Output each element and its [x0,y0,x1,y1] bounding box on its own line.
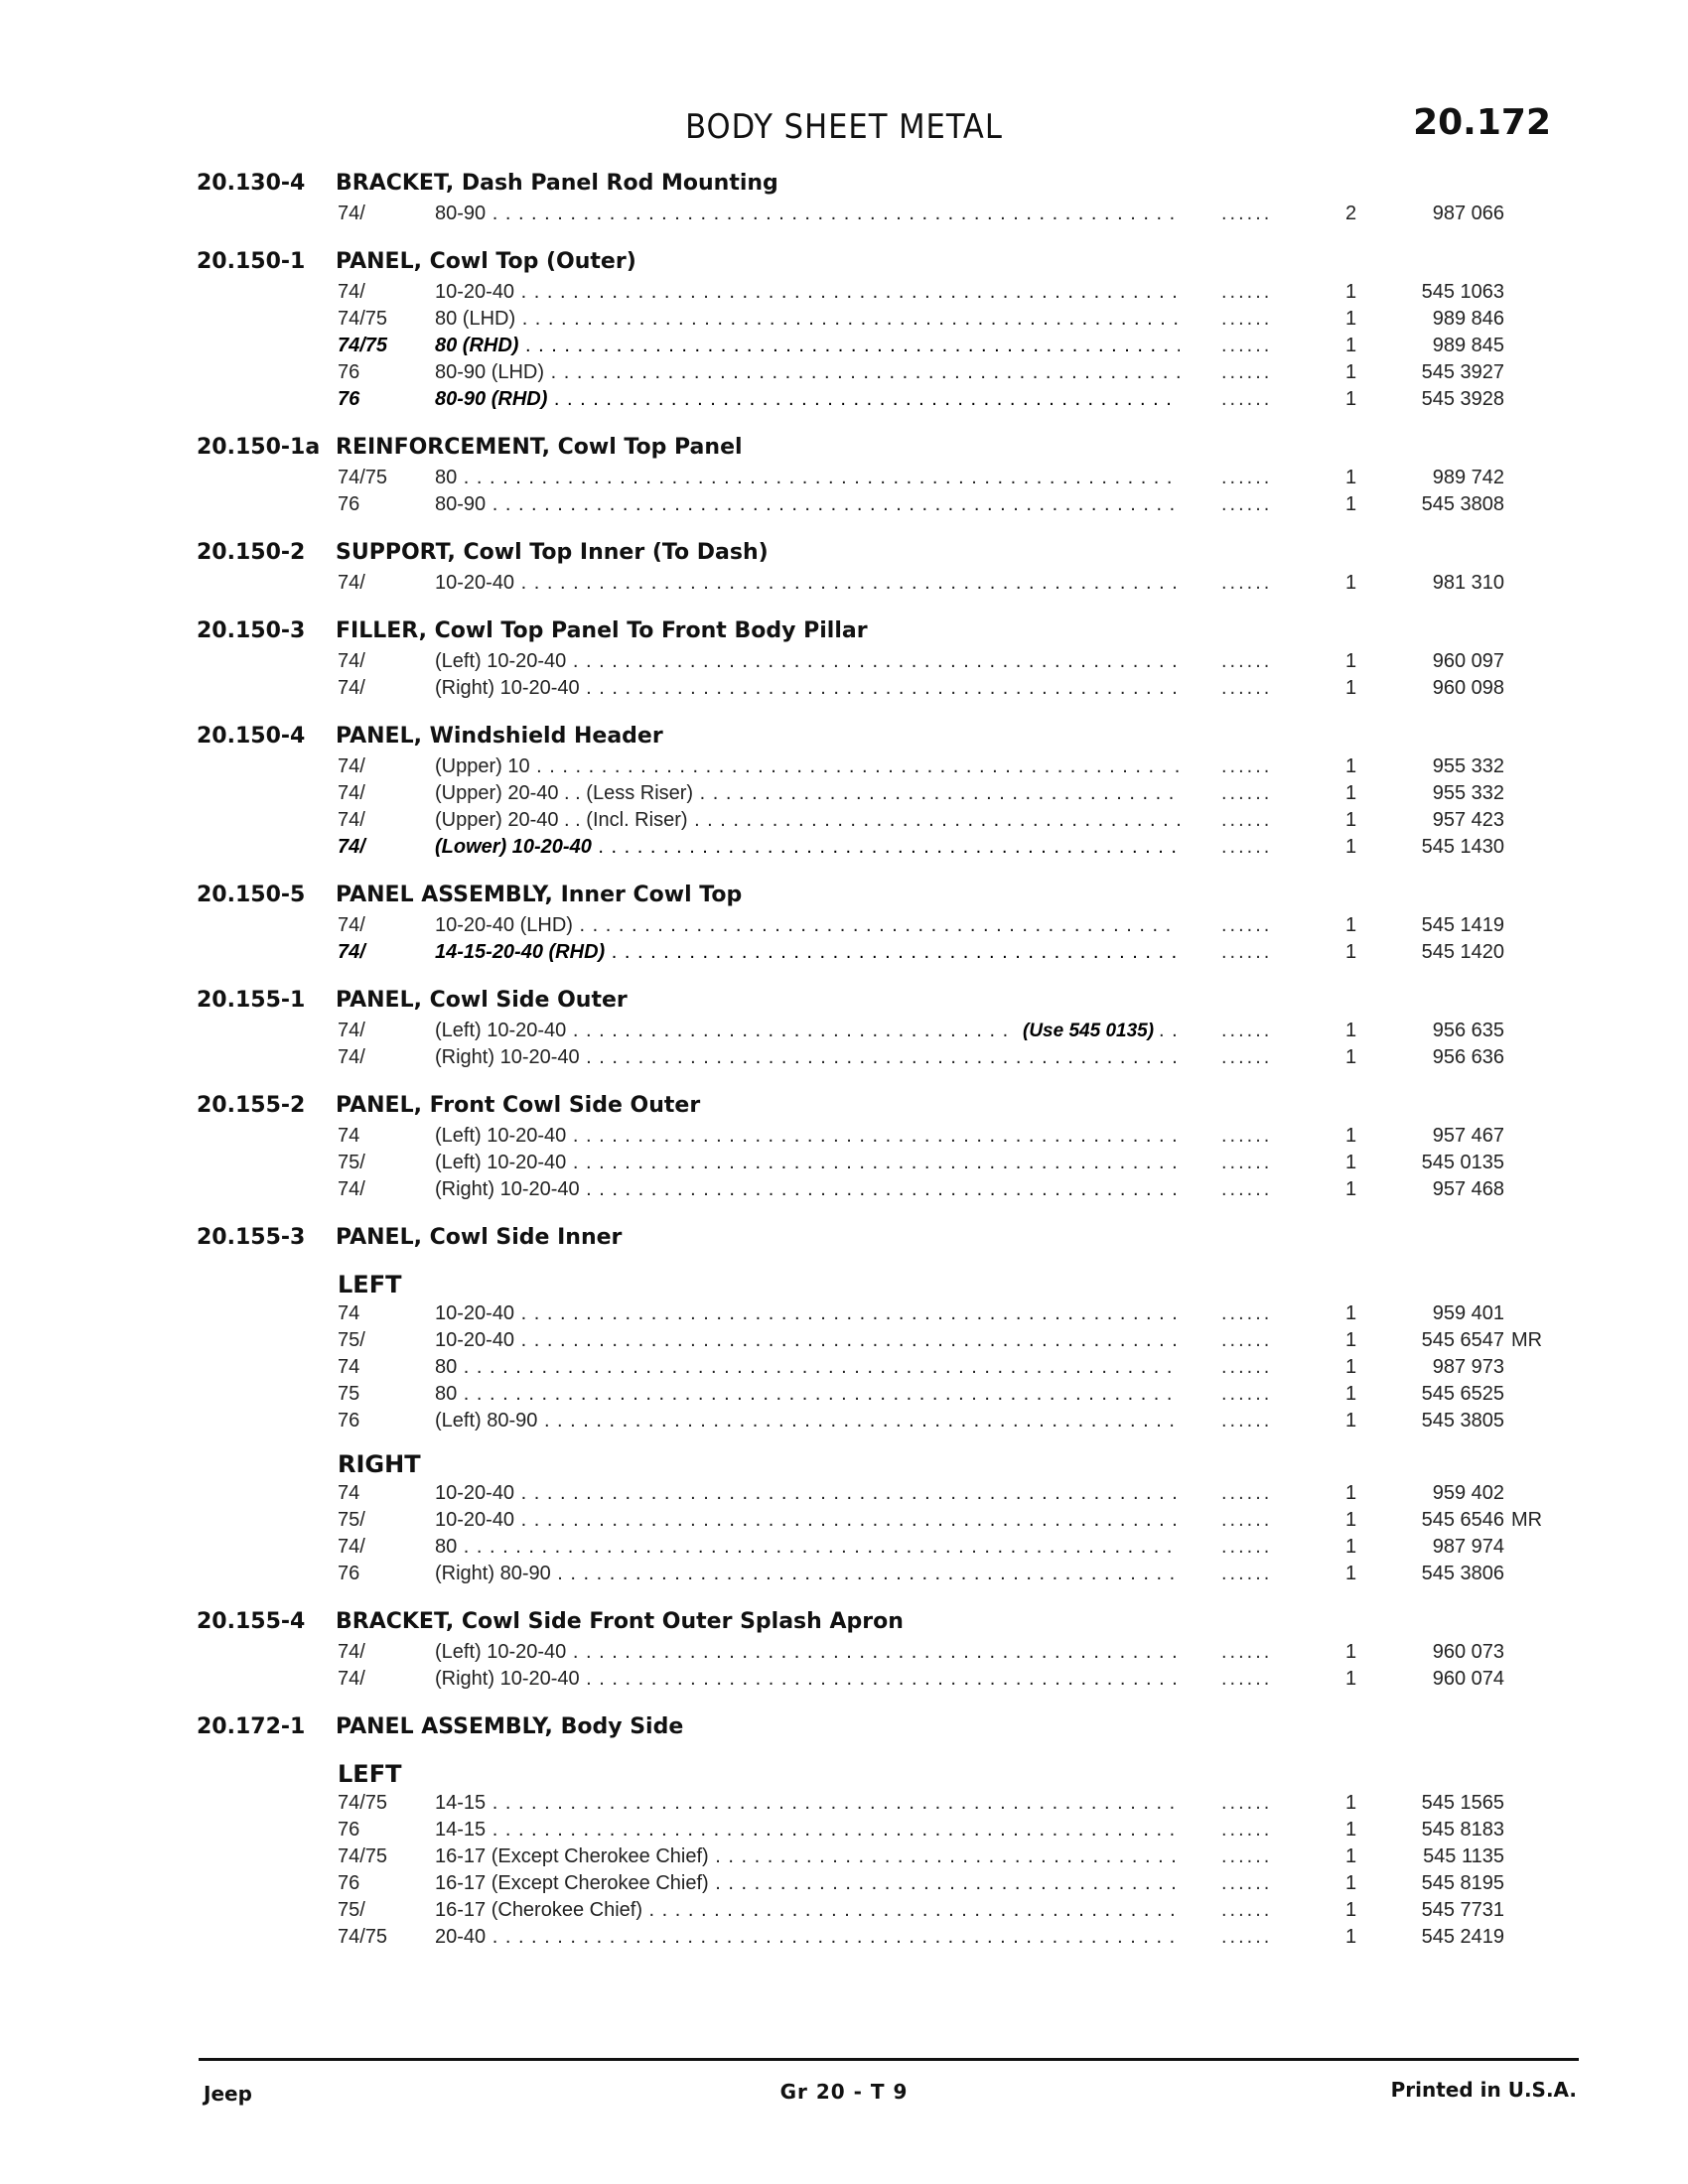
part-description: 80-90 . . . [435,201,1180,227]
quantity: 1 [1345,1482,1357,1504]
quantity: 1 [1345,1872,1357,1894]
part-description: 10-20-40 . . . [435,570,1180,597]
quantity: 1 [1345,1302,1357,1324]
model-year: 74/75 [338,1926,388,1948]
model-year: 74/ [338,1046,365,1068]
quantity: 1 [1345,914,1357,936]
leader-dots: ...... [1221,335,1273,356]
section-title: PANEL, Cowl Side Outer [336,988,628,1013]
part-row [0,1870,1688,1897]
part-number: 545 3927 [1421,361,1504,383]
section-code: 20.172-1 [197,1714,306,1739]
part-row [0,1018,1688,1044]
leader-dots: ...... [1221,572,1273,594]
part-description: 10-20-40 . . . [435,1480,1180,1507]
part-number: 987 973 [1432,1356,1504,1378]
part-number: 981 310 [1432,572,1504,594]
part-number: 545 8183 [1421,1819,1504,1841]
part-description: 10-20-40 . . . [435,1507,1180,1534]
part-description: 10-20-40 . . . [435,279,1180,306]
part-row [0,465,1688,491]
quantity: 1 [1345,941,1357,963]
section-title: PANEL ASSEMBLY, Inner Cowl Top [336,883,743,907]
section-title: BRACKET, Dash Panel Rod Mounting [336,171,778,196]
model-year: 74/ [338,755,365,777]
model-year: 74/ [338,572,365,594]
leader-dots: ...... [1221,1482,1273,1504]
quantity: 1 [1345,1819,1357,1841]
part-row [0,753,1688,780]
model-year: 74/75 [338,467,388,488]
part-row [0,1561,1688,1587]
section-heading [0,435,1688,465]
leader-dots: ...... [1221,782,1273,804]
part-row [0,491,1688,518]
part-section [0,1225,1688,1587]
part-section [0,1609,1688,1693]
part-section [0,171,1688,227]
leader-dots: ...... [1221,809,1273,831]
part-section [0,618,1688,702]
quantity: 1 [1345,281,1357,303]
section-heading [0,171,1688,201]
part-description: (Right) 10-20-40 . . . [435,1176,1180,1203]
part-number: 955 332 [1432,755,1504,777]
leader-dots: ...... [1221,1125,1273,1147]
model-year: 74 [338,1125,360,1147]
model-year: 74/ [338,1641,365,1663]
part-number: 545 1565 [1421,1792,1504,1814]
section-code: 20.150-1 [197,249,306,274]
leader-dots: ...... [1221,1178,1273,1200]
group-label: RIGHT [338,1450,421,1478]
quantity: 1 [1345,388,1357,410]
quantity: 1 [1345,1668,1357,1690]
quantity: 1 [1345,782,1357,804]
parts-list [0,171,1688,1973]
model-year: 74/75 [338,308,388,330]
leader-dots: ...... [1221,914,1273,936]
part-row [0,1480,1688,1507]
part-number: 545 2419 [1421,1926,1504,1948]
part-number: 957 468 [1432,1178,1504,1200]
section-code: 20.150-2 [197,540,306,565]
model-year: 74/75 [338,1792,388,1814]
model-year: 74 [338,1302,360,1324]
model-year: 74/ [338,809,365,831]
leader-dots: ...... [1221,1792,1273,1814]
part-number: 545 1419 [1421,914,1504,936]
section-code: 20.155-3 [197,1225,306,1250]
leader-dots: ...... [1221,1046,1273,1068]
model-year: 74/ [338,1020,365,1041]
part-row [0,1534,1688,1561]
part-suffix: MR [1511,1329,1543,1351]
quantity: 1 [1345,1329,1357,1351]
section-title: SUPPORT, Cowl Top Inner (To Dash) [336,540,769,565]
part-number: 989 846 [1432,308,1504,330]
part-number: 960 074 [1432,1668,1504,1690]
part-description: (Right) 10-20-40 . . . [435,1666,1180,1693]
page-title: BODY SHEET METAL [685,107,1003,147]
part-row [0,1300,1688,1327]
quantity: 1 [1345,677,1357,699]
part-description: 14-15 . . . [435,1790,1180,1817]
part-description: 80-90 . . . [435,491,1180,518]
leader-dots: ...... [1221,941,1273,963]
section-heading [0,249,1688,279]
model-year: 76 [338,1410,360,1432]
part-section [0,540,1688,597]
part-description: (Left) 80-90 . . . [435,1408,1180,1434]
quantity: 2 [1345,203,1357,224]
part-row [0,1176,1688,1203]
part-row [0,570,1688,597]
part-number: 989 845 [1432,335,1504,356]
model-year: 76 [338,1563,360,1584]
model-year: 74/ [338,1668,365,1690]
model-year: 74 [338,1482,360,1504]
leader-dots: ...... [1221,1302,1273,1324]
part-section [0,435,1688,518]
model-year: 76 [338,493,360,515]
part-row [0,780,1688,807]
part-description: 16-17 (Except Cherokee Chief) . . . [435,1870,1180,1897]
model-year: 75/ [338,1509,365,1531]
part-section [0,883,1688,966]
part-row [0,834,1688,861]
section-heading [0,883,1688,912]
model-year: 74/ [338,203,365,224]
leader-dots: ...... [1221,755,1273,777]
quantity: 1 [1345,836,1357,858]
quantity: 1 [1345,1178,1357,1200]
quantity: 1 [1345,361,1357,383]
part-row [0,306,1688,333]
leader-dots: ...... [1221,836,1273,858]
footer-section-code: Gr 20 - T 9 [779,2080,909,2104]
quantity: 1 [1345,467,1357,488]
leader-dots: ...... [1221,1926,1273,1948]
quantity: 1 [1345,493,1357,515]
model-year: 74/ [338,941,365,963]
section-code: 20.155-1 [197,988,306,1013]
model-year: 74/ [338,677,365,699]
leader-dots: ...... [1221,203,1273,224]
quantity: 1 [1345,572,1357,594]
model-year: 75/ [338,1329,365,1351]
part-number: 545 0135 [1421,1152,1504,1173]
section-title: PANEL, Cowl Top (Outer) [336,249,636,274]
part-number: 545 3806 [1421,1563,1504,1584]
part-description: 80 (LHD) . . . [435,306,1180,333]
part-number: 956 635 [1432,1020,1504,1041]
group-label: LEFT [338,1760,402,1788]
section-heading [0,1225,1688,1255]
part-note: (Use 545 0135) [1015,1018,1154,1044]
model-year: 76 [338,1872,360,1894]
leader-dots: ...... [1221,1410,1273,1432]
part-number: 545 3808 [1421,493,1504,515]
model-year: 76 [338,1819,360,1841]
section-title: BRACKET, Cowl Side Front Outer Splash Apron [336,1609,904,1634]
part-number: 545 6546 [1421,1509,1504,1531]
part-section [0,249,1688,413]
section-title: PANEL ASSEMBLY, Body Side [336,1714,684,1739]
part-number: 957 467 [1432,1125,1504,1147]
quantity: 1 [1345,1125,1357,1147]
part-row [0,1123,1688,1150]
quantity: 1 [1345,1792,1357,1814]
part-suffix: MR [1511,1509,1543,1531]
part-row [0,1817,1688,1843]
section-title: PANEL, Windshield Header [336,724,663,749]
part-row [0,359,1688,386]
part-description: (Upper) 20-40 . . (Incl. Riser) . . . [435,807,1180,834]
section-code: 20.130-4 [197,171,306,196]
leader-dots: ...... [1221,1872,1273,1894]
part-description: (Right) 10-20-40 . . . [435,1044,1180,1071]
quantity: 1 [1345,1383,1357,1405]
part-description: 16-17 (Except Cherokee Chief) . . . [435,1843,1180,1870]
leader-dots: ...... [1221,1509,1273,1531]
part-row [0,201,1688,227]
part-description: (Upper) 10 . . . [435,753,1180,780]
part-number: 545 1430 [1421,836,1504,858]
part-row [0,939,1688,966]
part-description: (Left) 10-20-40 . . . [435,1150,1180,1176]
section-code: 20.150-1a [197,435,321,460]
model-year: 74/ [338,1178,365,1200]
part-description: 16-17 (Cherokee Chief) . . . [435,1897,1180,1924]
part-number: 989 742 [1432,467,1504,488]
model-year: 74/75 [338,1845,388,1867]
quantity: 1 [1345,1641,1357,1663]
model-year: 74/ [338,914,365,936]
part-description: (Left) 10-20-40 . . . [435,1639,1180,1666]
part-number: 987 974 [1432,1536,1504,1558]
leader-dots: ...... [1221,1641,1273,1663]
leader-dots: ...... [1221,493,1273,515]
part-number: 960 098 [1432,677,1504,699]
part-number: 959 402 [1432,1482,1504,1504]
leader-dots: ...... [1221,1819,1273,1841]
part-number: 545 6547 [1421,1329,1504,1351]
part-row [0,1843,1688,1870]
part-number: 956 636 [1432,1046,1504,1068]
model-year: 74/ [338,782,365,804]
leader-dots: ...... [1221,1020,1273,1041]
part-number: 545 6525 [1421,1383,1504,1405]
part-number: 545 3805 [1421,1410,1504,1432]
quantity: 1 [1345,1509,1357,1531]
part-description: 80 . . . [435,1534,1180,1561]
part-description: (Left) 10-20-40 . . . [435,1018,1180,1044]
model-year: 74/ [338,1536,365,1558]
section-title: PANEL, Front Cowl Side Outer [336,1093,701,1118]
part-description: 80 (RHD) . . . [435,333,1180,359]
part-row [0,1790,1688,1817]
section-code: 20.150-5 [197,883,306,907]
part-number: 960 097 [1432,650,1504,672]
model-year: 76 [338,361,360,383]
part-description: 80 . . . [435,1381,1180,1408]
part-row [0,1327,1688,1354]
quantity: 1 [1345,1356,1357,1378]
quantity: 1 [1345,1020,1357,1041]
footer-divider [199,2058,1579,2061]
part-row [0,1150,1688,1176]
part-row [0,675,1688,702]
section-heading [0,1609,1688,1639]
quantity: 1 [1345,1563,1357,1584]
quantity: 1 [1345,1152,1357,1173]
section-code: 20.155-2 [197,1093,306,1118]
part-row [0,386,1688,413]
leader-dots: ...... [1221,388,1273,410]
part-row [0,1924,1688,1951]
quantity: 1 [1345,809,1357,831]
part-number: 545 7731 [1421,1899,1504,1921]
leader-dots: ...... [1221,1668,1273,1690]
part-description: 80-90 (RHD) . . . [435,386,1180,413]
section-code: 20.150-4 [197,724,306,749]
part-description: 20-40 . . . [435,1924,1180,1951]
footer-brand: Jeep [204,2082,252,2106]
model-year: 74/75 [338,335,388,356]
part-number: 545 1063 [1421,281,1504,303]
part-row [0,1897,1688,1924]
leader-dots: ...... [1221,281,1273,303]
group-label: LEFT [338,1271,402,1298]
part-row [0,279,1688,306]
part-number: 545 3928 [1421,388,1504,410]
quantity: 1 [1345,1845,1357,1867]
part-row [0,648,1688,675]
part-row [0,1044,1688,1071]
part-row [0,1354,1688,1381]
part-section [0,1093,1688,1203]
leader-dots: ...... [1221,1152,1273,1173]
part-description: 10-20-40 . . . [435,1327,1180,1354]
section-heading [0,540,1688,570]
section-heading [0,1714,1688,1744]
part-row [0,333,1688,359]
model-year: 74/ [338,281,365,303]
part-number: 545 8195 [1421,1872,1504,1894]
part-number: 957 423 [1432,809,1504,831]
section-heading [0,724,1688,753]
model-year: 76 [338,388,360,410]
part-row [0,807,1688,834]
part-row [0,1381,1688,1408]
section-title: REINFORCEMENT, Cowl Top Panel [336,435,743,460]
model-year: 74/ [338,650,365,672]
leader-dots: ...... [1221,1383,1273,1405]
section-heading [0,988,1688,1018]
leader-dots: ...... [1221,1563,1273,1584]
section-code: 20.155-4 [197,1609,306,1634]
part-description: 10-20-40 . . . [435,1300,1180,1327]
quantity: 1 [1345,1536,1357,1558]
quantity: 1 [1345,755,1357,777]
quantity: 1 [1345,1899,1357,1921]
footer-printed: Printed in U.S.A. [1390,2078,1577,2102]
quantity: 1 [1345,1046,1357,1068]
part-description: (Left) 10-20-40 . . . [435,1123,1180,1150]
part-number: 960 073 [1432,1641,1504,1663]
part-row [0,1666,1688,1693]
quantity: 1 [1345,1410,1357,1432]
part-description: 80 . . . [435,1354,1180,1381]
section-title: FILLER, Cowl Top Panel To Front Body Pillar [336,618,868,643]
section-heading [0,618,1688,648]
part-number: 955 332 [1432,782,1504,804]
part-description: 14-15-20-40 (RHD) . . . [435,939,1180,966]
leader-dots: ...... [1221,1356,1273,1378]
leader-dots: ...... [1221,650,1273,672]
leader-dots: ...... [1221,1536,1273,1558]
part-section [0,724,1688,861]
part-row [0,1507,1688,1534]
part-number: 987 066 [1432,203,1504,224]
part-section [0,988,1688,1071]
part-description: 80-90 (LHD) . . . [435,359,1180,386]
page-number: 20.172 [1413,102,1551,143]
part-section [0,1714,1688,1951]
model-year: 75/ [338,1899,365,1921]
quantity: 1 [1345,308,1357,330]
leader-dots: ...... [1221,1329,1273,1351]
section-code: 20.150-3 [197,618,306,643]
part-description: 10-20-40 (LHD) . . . [435,912,1180,939]
part-description: (Left) 10-20-40 . . . [435,648,1180,675]
part-number: 545 1135 [1423,1845,1504,1867]
leader-dots: ...... [1221,361,1273,383]
quantity: 1 [1345,335,1357,356]
part-row [0,1408,1688,1434]
leader-dots: ...... [1221,1899,1273,1921]
section-title: PANEL, Cowl Side Inner [336,1225,623,1250]
leader-dots: ...... [1221,677,1273,699]
part-number: 545 1420 [1421,941,1504,963]
part-description: 80 . . . [435,465,1180,491]
model-year: 75/ [338,1152,365,1173]
part-description: (Right) 80-90 . . . [435,1561,1180,1587]
quantity: 1 [1345,650,1357,672]
part-description: 14-15 . . . [435,1817,1180,1843]
model-year: 74/ [338,836,365,858]
leader-dots: ...... [1221,308,1273,330]
model-year: 75 [338,1383,360,1405]
part-number: 959 401 [1432,1302,1504,1324]
section-heading [0,1093,1688,1123]
leader-dots: ...... [1221,1845,1273,1867]
part-row [0,912,1688,939]
part-description: (Right) 10-20-40 . . . [435,675,1180,702]
quantity: 1 [1345,1926,1357,1948]
part-row [0,1639,1688,1666]
leader-dots: ...... [1221,467,1273,488]
part-description: (Lower) 10-20-40 . . . [435,834,1180,861]
part-description: (Upper) 20-40 . . (Less Riser) . . . [435,780,1180,807]
model-year: 74 [338,1356,360,1378]
